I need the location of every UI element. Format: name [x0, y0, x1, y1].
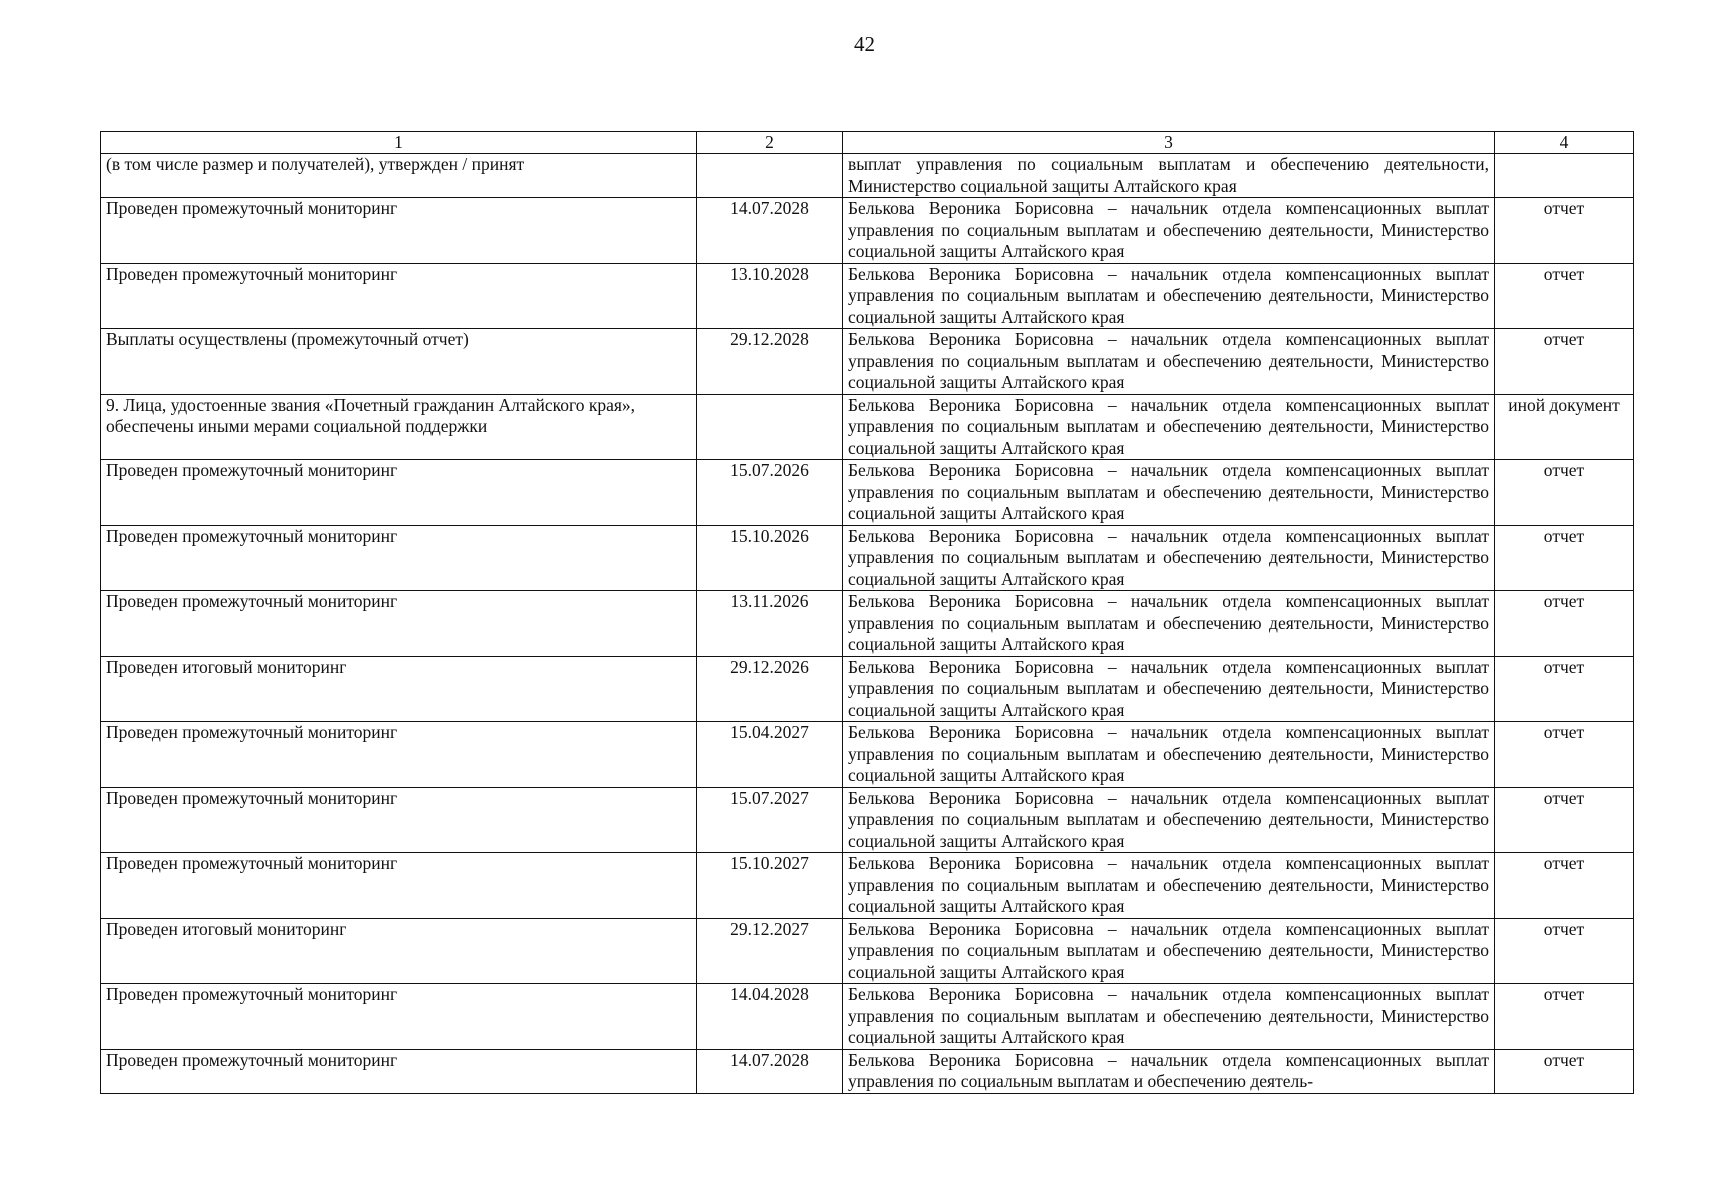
document-type-cell: отчет [1495, 525, 1634, 591]
table-row [101, 263, 1634, 329]
event-description-cell: Проведен промежуточный мониторинг [101, 1049, 697, 1093]
document-type-cell: отчет [1495, 787, 1634, 853]
document-type-cell: отчет [1495, 329, 1634, 395]
date-cell: 13.10.2028 [697, 263, 843, 329]
responsible-person-cell: Белькова Вероника Борисовна – начальник отдела компенсационных выплат управления по социальным выплатам и обеспечению деятельности, Министерство социальной защиты Алтайского края [843, 394, 1495, 460]
event-description-cell: Проведен итоговый мониторинг [101, 656, 697, 722]
event-description-cell: Проведен промежуточный мониторинг [101, 525, 697, 591]
event-description-cell: Проведен промежуточный мониторинг [101, 460, 697, 526]
date-cell: 15.04.2027 [697, 722, 843, 788]
document-type-cell: отчет [1495, 656, 1634, 722]
responsible-person-cell: Белькова Вероника Борисовна – начальник отдела компенсационных выплат управления по социальным выплатам и обеспечению деятельности, Министерство социальной защиты Алтайского края [843, 722, 1495, 788]
table-row [101, 853, 1634, 919]
date-cell: 14.07.2028 [697, 198, 843, 264]
responsible-person-cell: Белькова Вероника Борисовна – начальник отдела компенсационных выплат управления по социальным выплатам и обеспечению деятельности, Министерство социальной защиты Алтайского края [843, 918, 1495, 984]
document-type-cell: отчет [1495, 460, 1634, 526]
document-type-cell: отчет [1495, 591, 1634, 657]
responsible-person-cell: Белькова Вероника Борисовна – начальник отдела компенсационных выплат управления по социальным выплатам и обеспечению деятель- [843, 1049, 1495, 1093]
date-cell: 15.07.2026 [697, 460, 843, 526]
event-description-cell: Проведен промежуточный мониторинг [101, 722, 697, 788]
date-cell: 15.10.2026 [697, 525, 843, 591]
responsible-person-cell: Белькова Вероника Борисовна – начальник отдела компенсационных выплат управления по социальным выплатам и обеспечению деятельности, Министерство социальной защиты Алтайского края [843, 984, 1495, 1050]
document-type-cell: отчет [1495, 984, 1634, 1050]
data-table [100, 131, 1634, 1094]
responsible-person-cell: Белькова Вероника Борисовна – начальник отдела компенсационных выплат управления по социальным выплатам и обеспечению деятельности, Министерство социальной защиты Алтайского края [843, 263, 1495, 329]
document-type-cell [1495, 154, 1634, 198]
table-row [101, 460, 1634, 526]
table-row [101, 984, 1634, 1050]
table-row [101, 787, 1634, 853]
table-row [101, 1049, 1634, 1093]
date-cell: 14.04.2028 [697, 984, 843, 1050]
page-number: 42 [854, 32, 875, 56]
event-description-cell: 9. Лица, удостоенные звания «Почетный гражданин Алтайского края», обеспечены иными мерами социальной поддержки [101, 394, 697, 460]
document-type-cell: отчет [1495, 722, 1634, 788]
document-type-cell: отчет [1495, 263, 1634, 329]
table-row [101, 329, 1634, 395]
date-cell: 29.12.2028 [697, 329, 843, 395]
date-cell: 29.12.2027 [697, 918, 843, 984]
date-cell: 15.07.2027 [697, 787, 843, 853]
responsible-person-cell: Белькова Вероника Борисовна – начальник отдела компенсационных выплат управления по социальным выплатам и обеспечению деятельности, Министерство социальной защиты Алтайского края [843, 853, 1495, 919]
event-description-cell: Выплаты осуществлены (промежуточный отчет) [101, 329, 697, 395]
date-cell: 13.11.2026 [697, 591, 843, 657]
responsible-person-cell: Белькова Вероника Борисовна – начальник отдела компенсационных выплат управления по социальным выплатам и обеспечению деятельности, Министерство социальной защиты Алтайского края [843, 329, 1495, 395]
table-row [101, 722, 1634, 788]
event-description-cell: (в том числе размер и получателей), утвержден / принят [101, 154, 697, 198]
table-row [101, 591, 1634, 657]
table-row [101, 394, 1634, 460]
event-description-cell: Проведен промежуточный мониторинг [101, 591, 697, 657]
event-description-cell: Проведен промежуточный мониторинг [101, 853, 697, 919]
event-description-cell: Проведен промежуточный мониторинг [101, 198, 697, 264]
event-description-cell: Проведен промежуточный мониторинг [101, 787, 697, 853]
responsible-person-cell: Белькова Вероника Борисовна – начальник отдела компенсационных выплат управления по социальным выплатам и обеспечению деятельности, Министерство социальной защиты Алтайского края [843, 656, 1495, 722]
responsible-person-cell: Белькова Вероника Борисовна – начальник отдела компенсационных выплат управления по социальным выплатам и обеспечению деятельности, Министерство социальной защиты Алтайского края [843, 787, 1495, 853]
date-cell: 15.10.2027 [697, 853, 843, 919]
table-header-row [101, 132, 1634, 154]
table-row [101, 918, 1634, 984]
responsible-person-cell: выплат управления по социальным выплатам и обеспечению деятельности, Министерство социальной защиты Алтайского края [843, 154, 1495, 198]
column-header-1: 1 [101, 132, 697, 154]
column-header-4: 4 [1495, 132, 1634, 154]
responsible-person-cell: Белькова Вероника Борисовна – начальник отдела компенсационных выплат управления по социальным выплатам и обеспечению деятельности, Министерство социальной защиты Алтайского края [843, 198, 1495, 264]
document-type-cell: отчет [1495, 853, 1634, 919]
document-type-cell: иной документ [1495, 394, 1634, 460]
responsible-person-cell: Белькова Вероника Борисовна – начальник отдела компенсационных выплат управления по социальным выплатам и обеспечению деятельности, Министерство социальной защиты Алтайского края [843, 460, 1495, 526]
table-row [101, 656, 1634, 722]
table-row [101, 154, 1634, 198]
document-type-cell: отчет [1495, 918, 1634, 984]
responsible-person-cell: Белькова Вероника Борисовна – начальник отдела компенсационных выплат управления по социальным выплатам и обеспечению деятельности, Министерство социальной защиты Алтайского края [843, 591, 1495, 657]
document-type-cell: отчет [1495, 1049, 1634, 1093]
column-header-2: 2 [697, 132, 843, 154]
responsible-person-cell: Белькова Вероника Борисовна – начальник отдела компенсационных выплат управления по социальным выплатам и обеспечению деятельности, Министерство социальной защиты Алтайского края [843, 525, 1495, 591]
document-type-cell: отчет [1495, 198, 1634, 264]
date-cell [697, 394, 843, 460]
event-description-cell: Проведен итоговый мониторинг [101, 918, 697, 984]
column-header-3: 3 [843, 132, 1495, 154]
event-description-cell: Проведен промежуточный мониторинг [101, 984, 697, 1050]
date-cell: 14.07.2028 [697, 1049, 843, 1093]
table-row [101, 525, 1634, 591]
date-cell [697, 154, 843, 198]
event-description-cell: Проведен промежуточный мониторинг [101, 263, 697, 329]
date-cell: 29.12.2026 [697, 656, 843, 722]
table-row [101, 198, 1634, 264]
